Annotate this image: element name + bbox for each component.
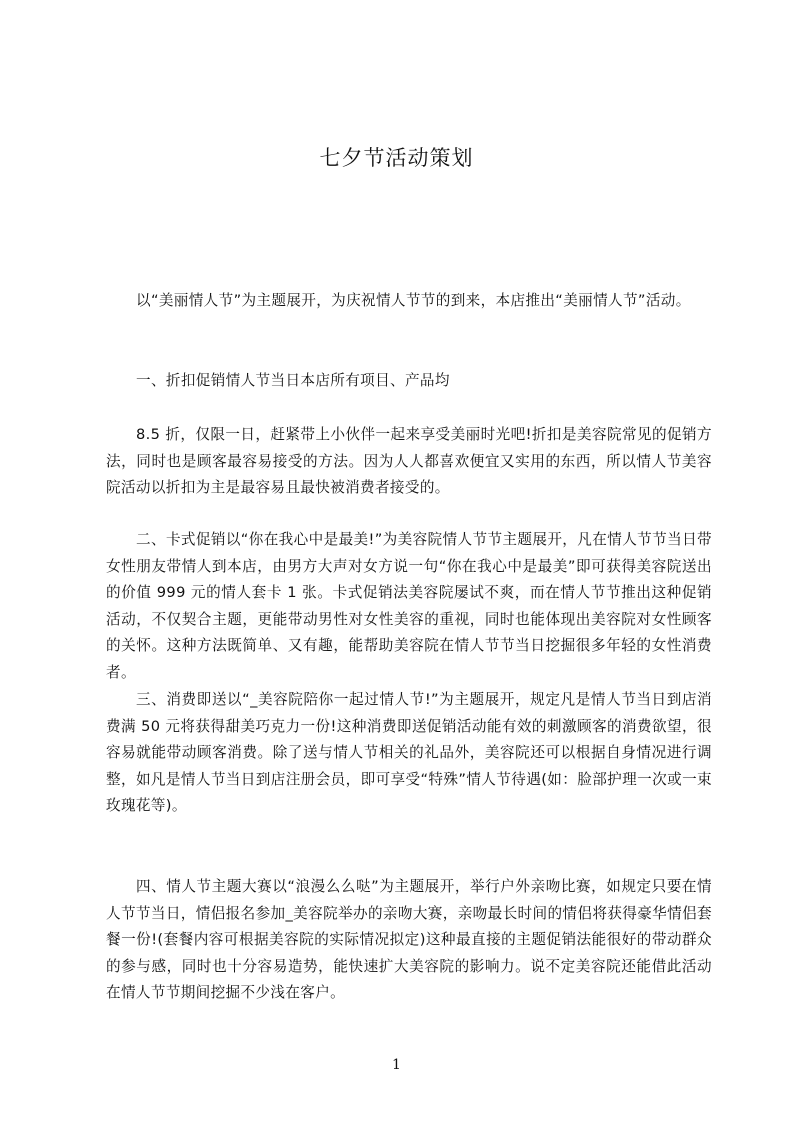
intro-paragraph: 以“美丽情人节”为主题展开，为庆祝情人节节的到来，本店推出“美丽情人节”活动。 [136,292,691,309]
section-3-paragraph: 三、消费即送以“_美容院陪你一起过情人节!”为主题展开，规定凡是情人节当日到店消费满 50 元将获得甜美巧克力一份!这种消费即送促销活动能有效的刺激顾客的消费欲望，很容易就能带动顾客消费。除了送与情人节相关的礼品外，美容院还可以根据自身情况进行调整，如凡是情人节当日到店注册会员，即可享受“特殊”情人节待遇(如：脸部护理一次或一束玫瑰花等)。 [106,691,712,814]
section-2-paragraph: 二、卡式促销以“你在我心中是最美!”为美容院情人节节主题展开，凡在情人节节当日带女性朋友带情人到本店，由男方大声对女方说一句“你在我心中是最美”即可获得美容院送出的价值 999 元的情人套卡 1 张。卡式促销法美容院屡试不爽，而在情人节节推出这种促销活动，不仅契合主题，更能带动男性对女性美容的重视，同时也能体现出美容院对女性顾客的关怀。这种方法既简单、又有趣，能帮助美容院在情人节节当日挖掘很多年轻的女性消费者。 [106,531,712,681]
page-number: 1 [392,1057,401,1073]
section-1-body: 8.5 折，仅限一日，赶紧带上小伙伴一起来享受美丽时光吧!折扣是美容院常见的促销方法，同时也是顾客最容易接受的方法。因为人人都喜欢便宜又实用的东西，所以情人节美容院活动以折扣为主是最容易且最快被消费者接受的。 [106,426,712,496]
section-1-heading: 一、折扣促销情人节当日本店所有项目、产品均 [136,372,450,389]
document-title: 七夕节活动策划 [319,146,474,170]
section-4-paragraph: 四、情人节主题大赛以“浪漫么么哒”为主题展开，举行户外亲吻比赛，如规定只要在情人节节当日，情侣报名参加_美容院举办的亲吻大赛，亲吻最长时间的情侣将获得豪华情侣套餐一份!(套餐内容可根据美容院的实际情况拟定)这种最直接的主题促销法能很好的带动群众的参与感，同时也十分容易造势，能快速扩大美容院的影响力。说不定美容院还能借此活动在情人节节期间挖掘不少浅在客户。 [106,878,712,1001]
